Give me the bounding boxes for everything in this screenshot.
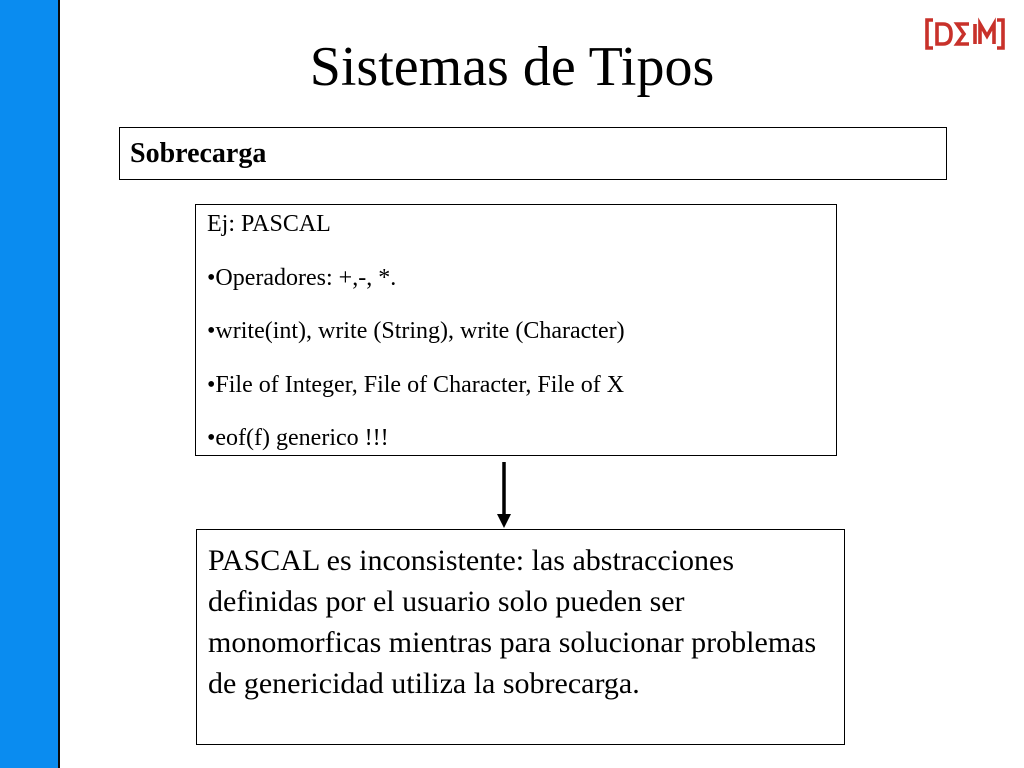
example-item-operators: •Operadores: +,-, *.	[207, 264, 397, 291]
example-item-write: •write(int), write (String), write (Character)	[207, 318, 625, 344]
slide-title: Sistemas de Tipos	[309, 36, 715, 98]
section-header-box	[119, 127, 947, 180]
conclusion-text: PASCAL es inconsistente: las abstracciones definidas por el usuario solo pueden ser monomorficas mientras para solucionar problemas de genericidad utiliza la sobrecarga.	[208, 544, 817, 700]
section-label: Sobrecarga	[130, 138, 267, 169]
example-box	[195, 204, 837, 456]
arrow-down-icon	[492, 460, 516, 530]
example-list	[207, 265, 836, 452]
conclusion-box	[196, 529, 845, 745]
example-heading: Ej: PASCAL	[207, 211, 331, 237]
side-accent-bar	[0, 0, 60, 768]
example-item-file-of: •File of Integer, File of Character, File of X	[207, 371, 625, 398]
example-item-eof: •eof(f) generico !!!	[207, 425, 389, 451]
